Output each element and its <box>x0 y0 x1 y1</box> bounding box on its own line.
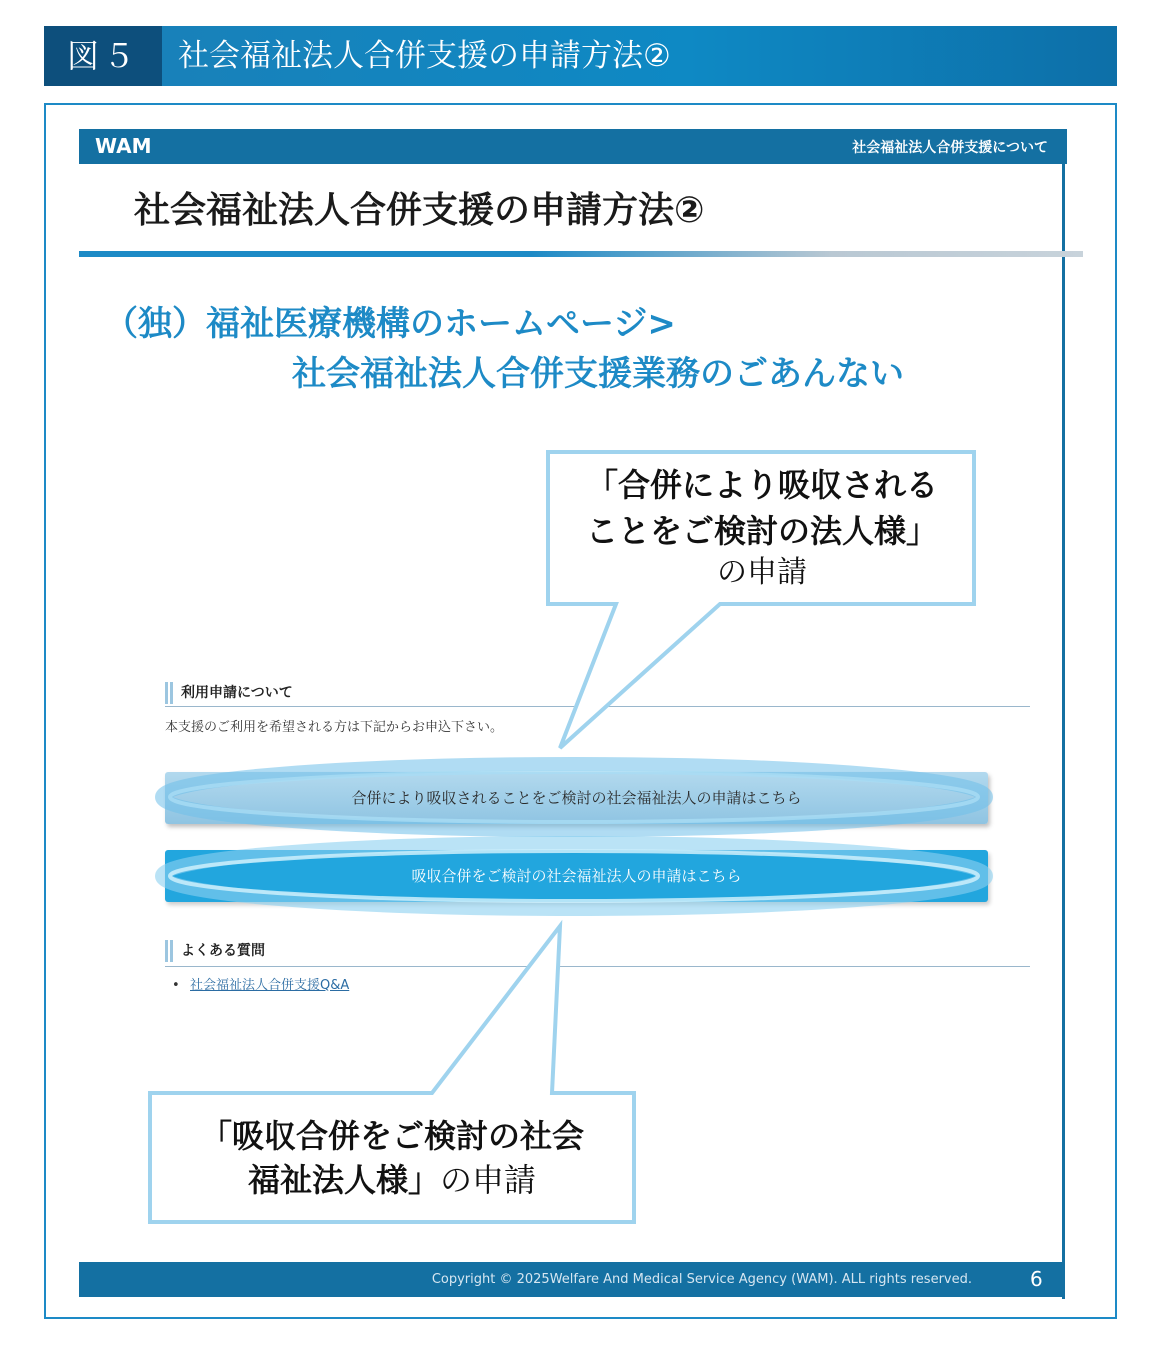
section-heading-faq: よくある質問 <box>181 943 265 959</box>
section-label: 社会福祉法人合併支援について <box>852 140 1048 156</box>
section-description: 本支援のご利用を希望される方は下記からお申込下さい。 <box>165 720 504 735</box>
callout-merger-text-2 <box>150 1158 634 1202</box>
subtitle-line-1: （独）福祉医療機構のホームページ> <box>104 304 676 344</box>
apply-merger-button[interactable]: 吸収合併をご検討の社会福祉法人の申請はこちら <box>165 850 988 902</box>
callout-merger-text-1: 「吸収合併をご検討の社会 <box>199 1117 584 1155</box>
figure-number: 図５ <box>44 26 162 86</box>
section-heading-application: 利用申請について <box>181 685 293 701</box>
highlight-ellipse-absorbed-inner <box>170 772 978 822</box>
footer-copyright: Copyright © 2025Welfare And Medical Service Agency (WAM). ALL rights reserved. <box>431 1272 972 1287</box>
figure-title: 社会福祉法人合併支援の申請方法② <box>178 38 671 74</box>
callout-absorbed-text-1: 「合併により吸収される <box>585 466 938 504</box>
list-bullet: • <box>172 978 180 993</box>
slide-title: 社会福祉法人合併支援の申請方法② <box>134 190 705 231</box>
faq-link[interactable]: 社会福祉法人合併支援Q&A <box>190 978 350 993</box>
callout-absorbed-text-2: ことをご検討の法人様」 <box>585 512 938 550</box>
subtitle-line-2: 社会福祉法人合併支援業務のごあんない <box>292 354 904 394</box>
highlight-ellipse-merger-inner <box>170 851 978 901</box>
page-number: 6 <box>1030 1267 1043 1291</box>
callout-merger-text-2-rest: の申請 <box>440 1161 537 1199</box>
callout-merger-text-2-bold: 福祉法人様」 <box>247 1161 440 1199</box>
apply-absorbed-button[interactable]: 合併により吸収されることをご検討の社会福祉法人の申請はこちら <box>165 772 988 824</box>
callout-absorbed-text-3: の申請 <box>717 555 807 590</box>
brand-label: WAM <box>95 134 152 158</box>
